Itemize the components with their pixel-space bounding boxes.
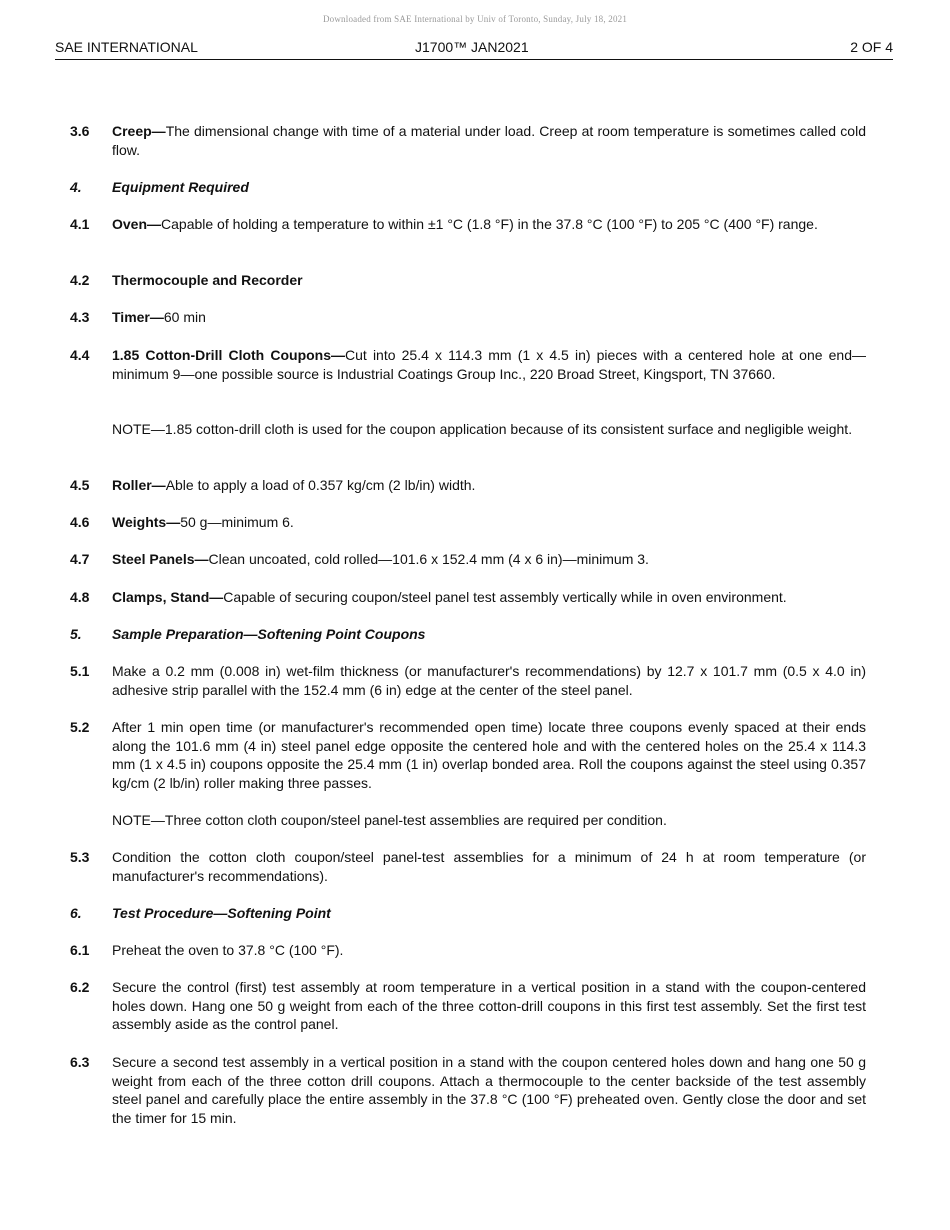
section-number: 5.3 <box>70 849 90 865</box>
section-body: Condition the cotton cloth coupon/steel panel-test assemblies for a minimum of 24 h at room temperature (or manufacturer's recommendations). <box>112 849 866 884</box>
section-body: 50 g—minimum 6. <box>180 514 294 530</box>
section-term: Timer— <box>112 309 164 325</box>
section-text <box>112 513 866 532</box>
section-number: 4.5 <box>70 477 90 493</box>
section-5-2 <box>70 718 866 792</box>
section-number: 4.6 <box>70 514 90 530</box>
section-body: Capable of securing coupon/steel panel test assembly vertically while in oven environment. <box>223 589 787 605</box>
section-5-3 <box>70 848 866 885</box>
section-body: Secure the control (first) test assembly at room temperature in a vertical position in a stand with the coupon-centered holes down. Hang one 50 g weight from each of the three cotton-drill coupons in this first test assembly. Set the first test assembly aside as the control panel. <box>112 979 866 1033</box>
section-body: Make a 0.2 mm (0.008 in) wet-film thickness (or manufacturer's recommendations) by 12.7 x 101.7 mm (0.5 x 4.0 in) adhesive strip parallel with the 152.4 mm (6 in) edge at the center of the steel panel. <box>112 663 866 698</box>
section-number: 6. <box>70 905 82 921</box>
section-number: 3.6 <box>70 123 90 139</box>
section-number: 6.3 <box>70 1054 90 1070</box>
section-body: Preheat the oven to 37.8 °C (100 °F). <box>112 942 344 958</box>
header-document-id: J1700™ JAN2021 <box>415 39 529 55</box>
section-body: Able to apply a load of 0.357 kg/cm (2 lb/in) width. <box>165 477 476 493</box>
section-body: The dimensional change with time of a material under load. Creep at room temperature is sometimes called cold flow. <box>112 123 866 158</box>
section-body: Secure a second test assembly in a vertical position in a stand with the coupon centered holes down and hang one 50 g weight from each of the three cotton drill coupons. Attach a thermocouple to the center backside of the test assembly steel panel and carefully place the entire assembly in the 37.8 °C (100 °F) preheated oven. Gently close the door and set the timer for 15 min. <box>112 1054 866 1126</box>
section-number: 6.2 <box>70 979 90 995</box>
section-4-7 <box>70 550 866 569</box>
section-4-6 <box>70 513 866 532</box>
section-title: Test Procedure—Softening Point <box>112 905 331 921</box>
header-organization: SAE INTERNATIONAL <box>55 39 198 55</box>
section-term: Weights— <box>112 514 181 530</box>
section-number: 5.1 <box>70 663 90 679</box>
section-number: 4.4 <box>70 347 90 363</box>
section-3-6 <box>70 122 866 159</box>
header-page-number: 2 OF 4 <box>850 39 893 55</box>
section-term: Oven— <box>112 216 162 232</box>
section-number: 4.2 <box>70 272 90 288</box>
section-term: Clamps, Stand— <box>112 589 224 605</box>
page-header <box>55 37 893 60</box>
note-4-4: NOTE—1.85 cotton-drill cloth is used for the coupon application because of its consistent surface and negligible weight. <box>112 421 853 437</box>
section-6-2 <box>70 978 866 1034</box>
section-5-1 <box>70 662 866 699</box>
section-body: After 1 min open time (or manufacturer's recommended open time) locate three coupons evenly spaced at their ends along the 101.6 mm (4 in) steel panel edge opposite the centered hole and with the centered holes on the 25.4 x 114.3 mm (1 x 4.5 in) coupons opposite the 25.4 mm (1 in) overlap bonded area. Roll the coupons against the steel using 0.357 kg/cm (2 lb/in) roller making three passes. <box>112 719 866 791</box>
section-text <box>112 588 866 607</box>
section-text <box>112 550 866 569</box>
section-number: 4.1 <box>70 216 90 232</box>
section-term: Steel Panels— <box>112 551 209 567</box>
section-4-1 <box>70 215 866 234</box>
section-6-3 <box>70 1053 866 1127</box>
section-body: 60 min <box>163 309 206 325</box>
section-text <box>112 122 866 159</box>
section-number: 4.3 <box>70 309 90 325</box>
section-title: Sample Preparation—Softening Point Coupons <box>112 626 426 642</box>
section-number: 5. <box>70 626 82 642</box>
section-number: 6.1 <box>70 942 90 958</box>
download-watermark: Downloaded from SAE International by Univ of Toronto, Sunday, July 18, 2021 <box>322 14 628 24</box>
section-6-heading <box>70 904 866 923</box>
section-term: Thermocouple and Recorder <box>112 272 303 288</box>
section-number: 4.7 <box>70 551 90 567</box>
section-4-2 <box>70 271 866 290</box>
section-term: Creep— <box>112 123 166 139</box>
section-4-8 <box>70 588 866 607</box>
section-body: Cut into 25.4 x 114.3 mm (1 x 4.5 in) pieces with a centered hole at one end—minimum 9—one possible source is Industrial Coatings Group Inc., 220 Broad Street, Kingsport, TN 37660. <box>112 347 867 382</box>
section-6-1 <box>70 941 866 960</box>
section-text <box>112 271 866 290</box>
section-number: 4. <box>70 179 82 195</box>
section-4-5 <box>70 476 866 495</box>
section-5-heading <box>70 625 866 644</box>
section-4-4 <box>70 346 866 383</box>
note-5-2: NOTE—Three cotton cloth coupon/steel panel-test assemblies are required per condition. <box>112 812 667 828</box>
section-title: Equipment Required <box>112 179 249 195</box>
section-4-3 <box>70 308 866 327</box>
section-term: 1.85 Cotton-Drill Cloth Coupons— <box>112 347 346 363</box>
section-number: 5.2 <box>70 719 90 735</box>
section-text <box>112 346 866 383</box>
section-number: 4.8 <box>70 589 90 605</box>
section-text <box>112 476 866 495</box>
section-body: Clean uncoated, cold rolled—101.6 x 152.4 mm (4 x 6 in)—minimum 3. <box>208 551 649 567</box>
section-text <box>112 308 866 327</box>
section-term: Roller— <box>112 477 166 493</box>
section-text <box>112 215 866 234</box>
section-4-heading <box>70 178 866 197</box>
section-body: Capable of holding a temperature to within ±1 °C (1.8 °F) in the 37.8 °C (100 °F) to 205 °C (400 °F) range. <box>161 216 818 232</box>
